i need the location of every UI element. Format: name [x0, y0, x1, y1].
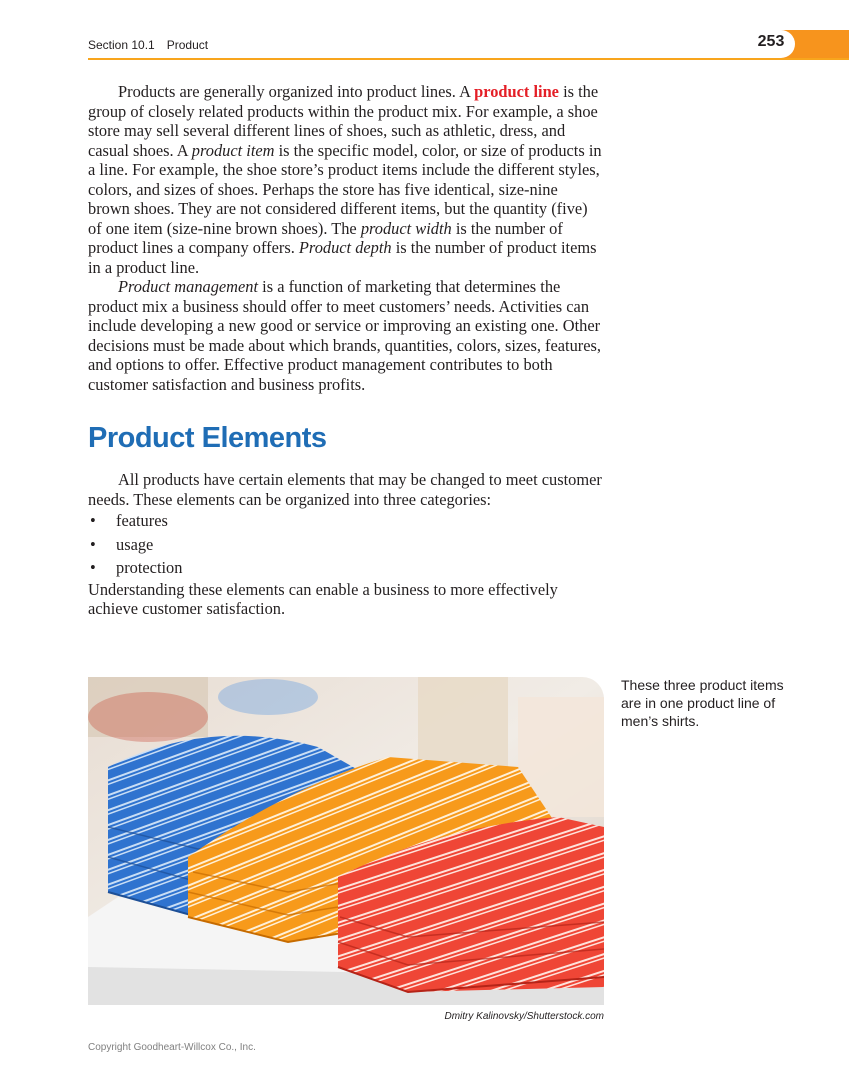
section-topic: Product	[166, 38, 209, 52]
section-closing: Understanding these elements can enable a business to more effectively achieve customer satisfaction.	[88, 579, 558, 618]
element-list	[88, 509, 603, 580]
list-item: • protection	[88, 556, 603, 580]
term-product-depth: Product depth	[298, 238, 392, 257]
copyright-footer: Copyright Goodheart-Willcox Co., Inc.	[88, 1042, 256, 1053]
figure-caption: These three product items are in one product line of men’s shirts.	[621, 677, 784, 729]
page-number: 253	[757, 33, 785, 50]
term-product-item: product item	[191, 140, 275, 160]
intro-text	[88, 82, 603, 394]
section-number: Section 10.1	[88, 38, 155, 52]
key-term-product-line: product line	[474, 82, 559, 101]
paragraph-product-lines: Products are generally organized into product lines. A product line is the group of closely related products within the product mix. For example, a shoe store may sell several different lines of shoes, such as athletic, dress, and casual shoes. A product item is the specific model, color, or size of products in a line. For example, the shoe store’s product items include the different styles, colors, and sizes of shoes. Perhaps the store has five identical, size-nine brown shoes. They are not considered different items, but the quantity (five) of one item (size-nine brown shoes). The product width is the number of product lines a company offers. Product depth is the number of product items in a product line.	[88, 82, 602, 277]
running-header	[88, 38, 208, 52]
shirts-photo	[88, 677, 604, 1005]
photo-credit: Dmitry Kalinovsky/Shutterstock.com	[444, 1011, 604, 1022]
list-item: • usage	[88, 533, 603, 557]
term-product-management: Product management	[118, 277, 259, 296]
section-heading: Product Elements	[88, 422, 327, 454]
paragraph-product-management: Product management is a function of marketing that determines the product mix a business should offer to meet customers’ needs. Activities can include developing a new good or service or improving an existing one. Other decisions must be made about which brands, quantities, colors, sizes, features, and options to offer. Effective product management contributes to both customer satisfaction and business profits.	[88, 277, 601, 394]
section-body	[88, 470, 603, 619]
list-item: • features	[88, 509, 603, 533]
term-product-width: product width	[360, 218, 452, 238]
section-intro: All products have certain elements that may be changed to meet customer needs. These elements can be organized into three categories:	[88, 470, 602, 509]
header-rule	[88, 58, 849, 60]
